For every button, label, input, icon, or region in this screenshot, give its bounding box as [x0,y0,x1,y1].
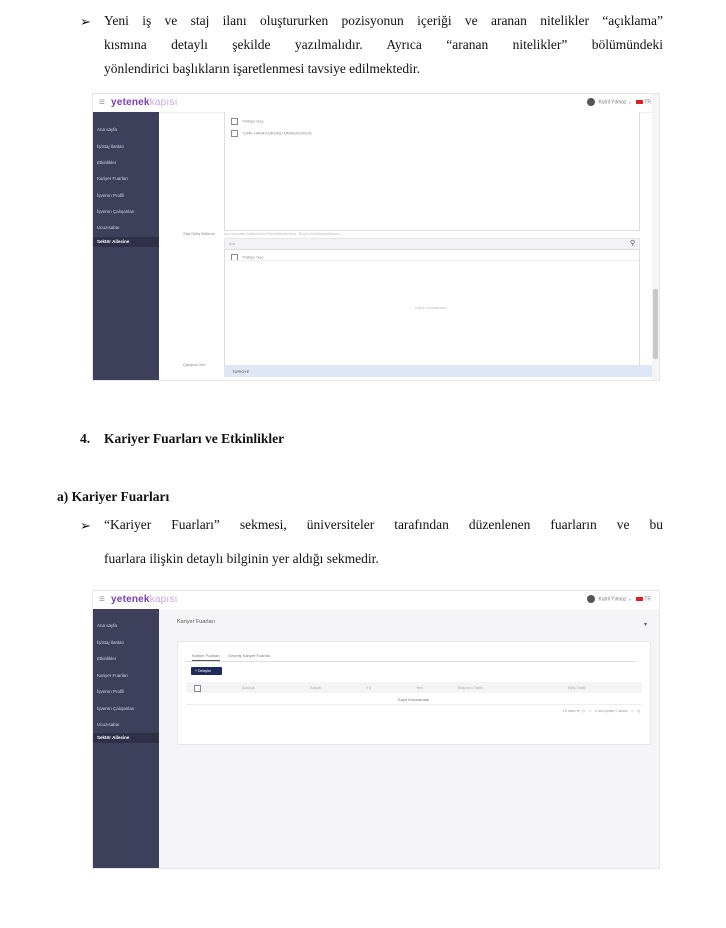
list-item: TÜRK HAVA KURUMU ÜNİVERSİTESİ [231,130,312,137]
subsection-heading: a) Kariyer Fuarları [57,489,170,504]
select-field: TÜRKİYE [224,365,660,377]
main-area [159,609,659,868]
bullet-arrow-icon: ➢ [80,14,91,29]
checkbox [231,130,238,137]
screenshot-career-fairs [92,590,660,869]
field-label: Staj Gidiş Bölümü [183,231,215,236]
sidebar-item: Etkinlikler [97,656,117,661]
content-card [177,641,651,745]
tab-bar [186,650,636,662]
sidebar-item-selected: Sektör Ailesine [97,735,130,740]
section-heading: 4. Kariyer Fuarları ve Etkinlikler [80,431,285,446]
chevron-down-icon: ▾ [643,622,647,628]
add-button: + Detaylar [191,667,222,675]
col-header: Yeri [416,685,423,690]
paragraph-line: yönlendirici başlıkların işaretlenmesi tavsiye edilmektedir. [104,61,421,76]
pagination: 10 satır ▾ |< < 0 sonuçtan 0 arası > >| [562,708,640,713]
sidebar-item: İş/Staj İlanları [97,144,125,149]
sidebar-item: İşveren Profili [97,689,125,694]
bullet-arrow-icon: ➢ [80,518,91,533]
sidebar-item: Kariyer Fuarları [97,673,129,678]
page-title: Kariyer Fuarları [177,619,215,625]
col-header: Başvuru Tarihi [458,685,484,690]
sidebar-item: İşveren Çalışanları [97,706,135,711]
user-menu: Kutril Yılmaz ⌄ TR [587,595,651,603]
sidebar-item: İşveren Profili [97,193,125,198]
avatar [587,595,595,603]
search-icon: ⚲ [629,240,635,247]
app-topbar [93,591,659,610]
hamburger-icon: ≡ [99,594,106,605]
sidebar [93,112,159,380]
app-logo: ≡ yetenekkapısı [99,594,178,605]
paragraph-line: Yeni iş ve staj ilanı oluştururken pozisyonun içeriği ve aranan nitelikler “açıklama” [104,13,663,28]
avatar [587,98,595,106]
sidebar-item: İş/Staj İlanları [97,640,125,645]
scrollbar [652,94,659,380]
checkbox [231,118,238,125]
screenshot-job-posting-form [92,93,660,381]
search-input: Ara ⚲ [224,238,640,250]
col-header: Yıl [366,685,371,690]
hamburger-icon: ≡ [99,97,106,108]
user-menu: Kutril Yılmaz ⌄ TR [587,98,651,106]
sidebar [93,609,159,868]
sidebar-item: Ucuzısabaı [97,722,120,727]
app-topbar [93,94,659,113]
list-item: Türkiye Geç [231,254,264,261]
paragraph-line: fuarlara ilişkin detaylı bilginin yer aldığı sekmedir. [104,551,379,566]
empty-state: Kayıt bulunamadı [398,697,430,702]
field-hint: Ara yazarak bölümünüz filtreledebilirsiniz. Buya sürükleyebilirsiniz. [224,231,342,236]
flag-icon [636,597,643,601]
col-header: Başlık [310,685,321,690]
paragraph-line: “Kariyer Fuarları” sekmesi, üniversiteler tarafından düzenlenen fuarların ve bu [104,517,663,532]
list-item: Türkiye Geç [231,118,264,125]
sidebar-item: Ucuzısabaı [97,225,120,230]
col-header: Bitiş Tarihi [568,685,587,690]
checkbox [194,685,201,692]
list-box [224,249,640,367]
tab-career-fairs: Kariyer Fuarları [192,653,220,661]
sidebar-item: İşveren Çalışanları [97,209,135,214]
sidebar-item: Ana sayfa [97,623,118,628]
list-box [224,112,640,231]
field-label: Çalışma Yeri [183,362,206,367]
tab-past-fairs: Geçmiş Kariyer Fuarları [228,653,271,658]
empty-state: Kayıt bulunamadı. [415,305,448,310]
app-logo: ≡ yetenekkapısı [99,97,178,108]
paragraph-line: kısmına detaylı şekilde yazılmalıdır. Ayrıca “aranan nitelikler” bölümündeki [104,37,663,52]
sidebar-item: Kariyer Fuarları [97,176,129,181]
flag-icon [636,100,643,104]
table-header [186,682,642,693]
col-header: Adı/Adı [242,685,256,690]
sidebar-item: Etkinlikler [97,160,117,165]
sidebar-item: Ana sayfa [97,127,118,132]
sidebar-item-selected: Sektör Ailesine [97,239,130,244]
